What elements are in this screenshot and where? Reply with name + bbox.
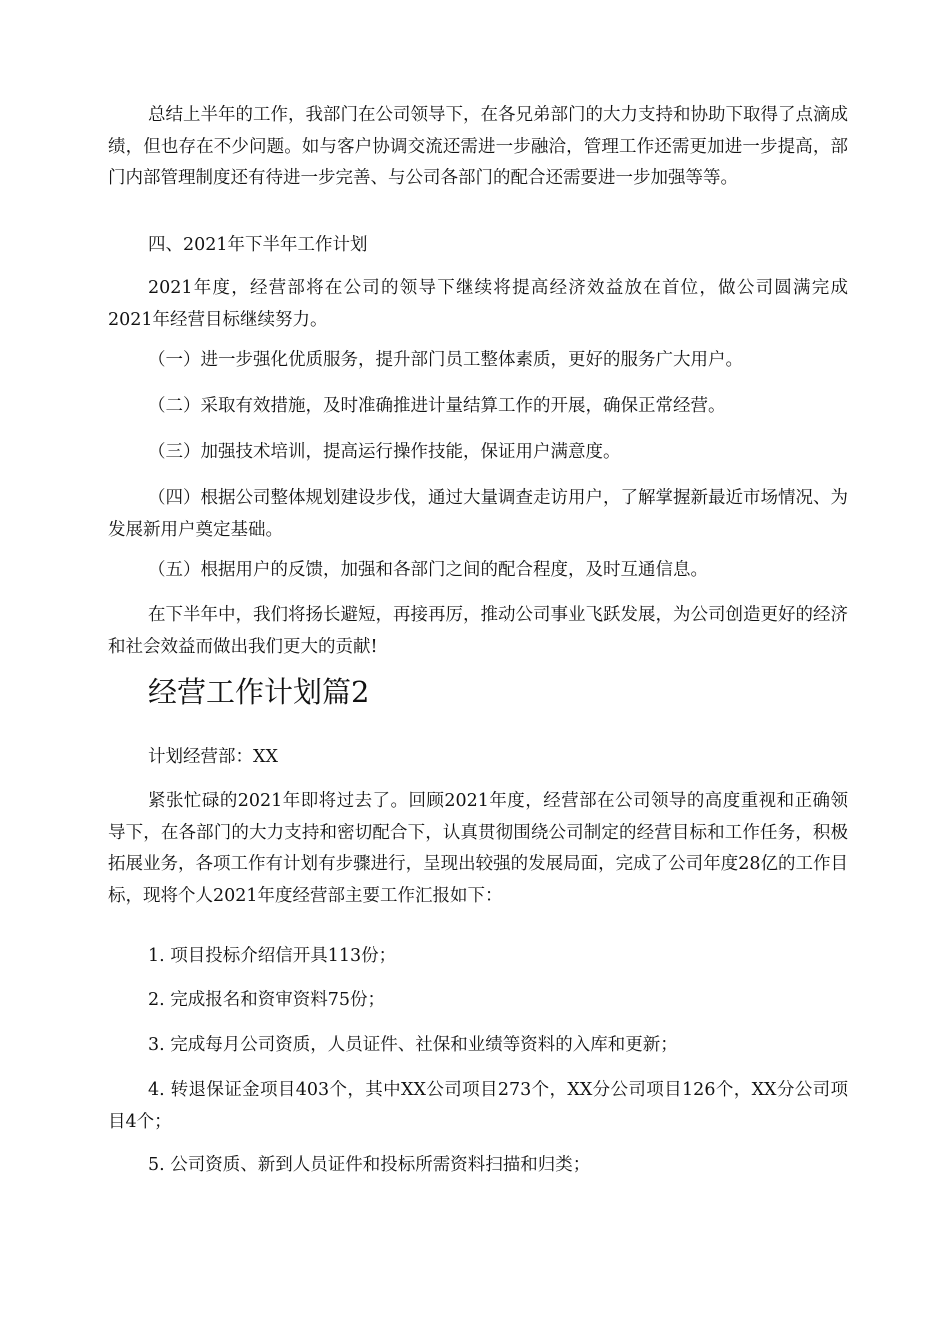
- paragraph-item-5: （五）根据用户的反馈，加强和各部门之间的配合程度，及时互通信息。: [148, 560, 708, 580]
- paragraph-summary: 总结上半年的工作，我部门在公司领导下，在各兄弟部门的大力支持和协助下取得了点滴成绩，但也存在不少问题。如与客户协调交流还需进一步融洽，管理工作还需更加进一步提高，部门内部管理制度还有待进一步完善、与公司各部门的配合还需要进一步加强等等。: [108, 105, 848, 188]
- list-item-3: 3. 完成每月公司资质，人员证件、社保和业绩等资料的入库和更新；: [148, 1035, 678, 1055]
- list-item-2: 2. 完成报名和资审资料75份；: [148, 990, 386, 1010]
- list-item-4: 4. 转退保证金项目403个，其中XX公司项目273个，XX分公司项目126个，XX分公司项目4个；: [108, 1080, 848, 1132]
- paragraph-annual-review: 紧张忙碌的2021年即将过去了。回顾2021年度，经营部在公司领导的高度重视和正确领导下，在各部门的大力支持和密切配合下，认真贯彻围绕公司制定的经营目标和工作任务，积极拓展业务，各项工作有计划有步骤进行，呈现出较强的发展局面，完成了公司年度28亿的工作目标，现将个人2021年度经营部主要工作汇报如下：: [108, 791, 848, 906]
- paragraph-department: 计划经营部：XX: [148, 747, 278, 767]
- paragraph-item-4: （四）根据公司整体规划建设步伐，通过大量调查走访用户，了解掌握新最近市场情况、为发展新用户奠定基础。: [108, 488, 848, 540]
- paragraph-closing: 在下半年中，我们将扬长避短，再接再厉，推动公司事业飞跃发展，为公司创造更好的经济和社会效益而做出我们更大的贡献!: [108, 605, 848, 657]
- list-item-5: 5. 公司资质、新到人员证件和投标所需资料扫描和归类；: [148, 1155, 591, 1175]
- list-item-1: 1. 项目投标介绍信开具113份；: [148, 946, 397, 966]
- paragraph-item-1: （一）进一步强化优质服务，提升部门员工整体素质，更好的服务广大用户。: [148, 350, 743, 370]
- section-heading: 经营工作计划篇2: [148, 675, 370, 709]
- paragraph-annual-intro: 2021年度，经营部将在公司的领导下继续将提高经济效益放在首位，做公司圆满完成2021年经营目标继续努力。: [108, 278, 848, 330]
- paragraph-plan-heading: 四、2021年下半年工作计划: [148, 235, 368, 255]
- paragraph-item-2: （二）采取有效措施，及时准确推进计量结算工作的开展，确保正常经营。: [148, 396, 726, 416]
- paragraph-item-3: （三）加强技术培训，提高运行操作技能，保证用户满意度。: [148, 442, 621, 462]
